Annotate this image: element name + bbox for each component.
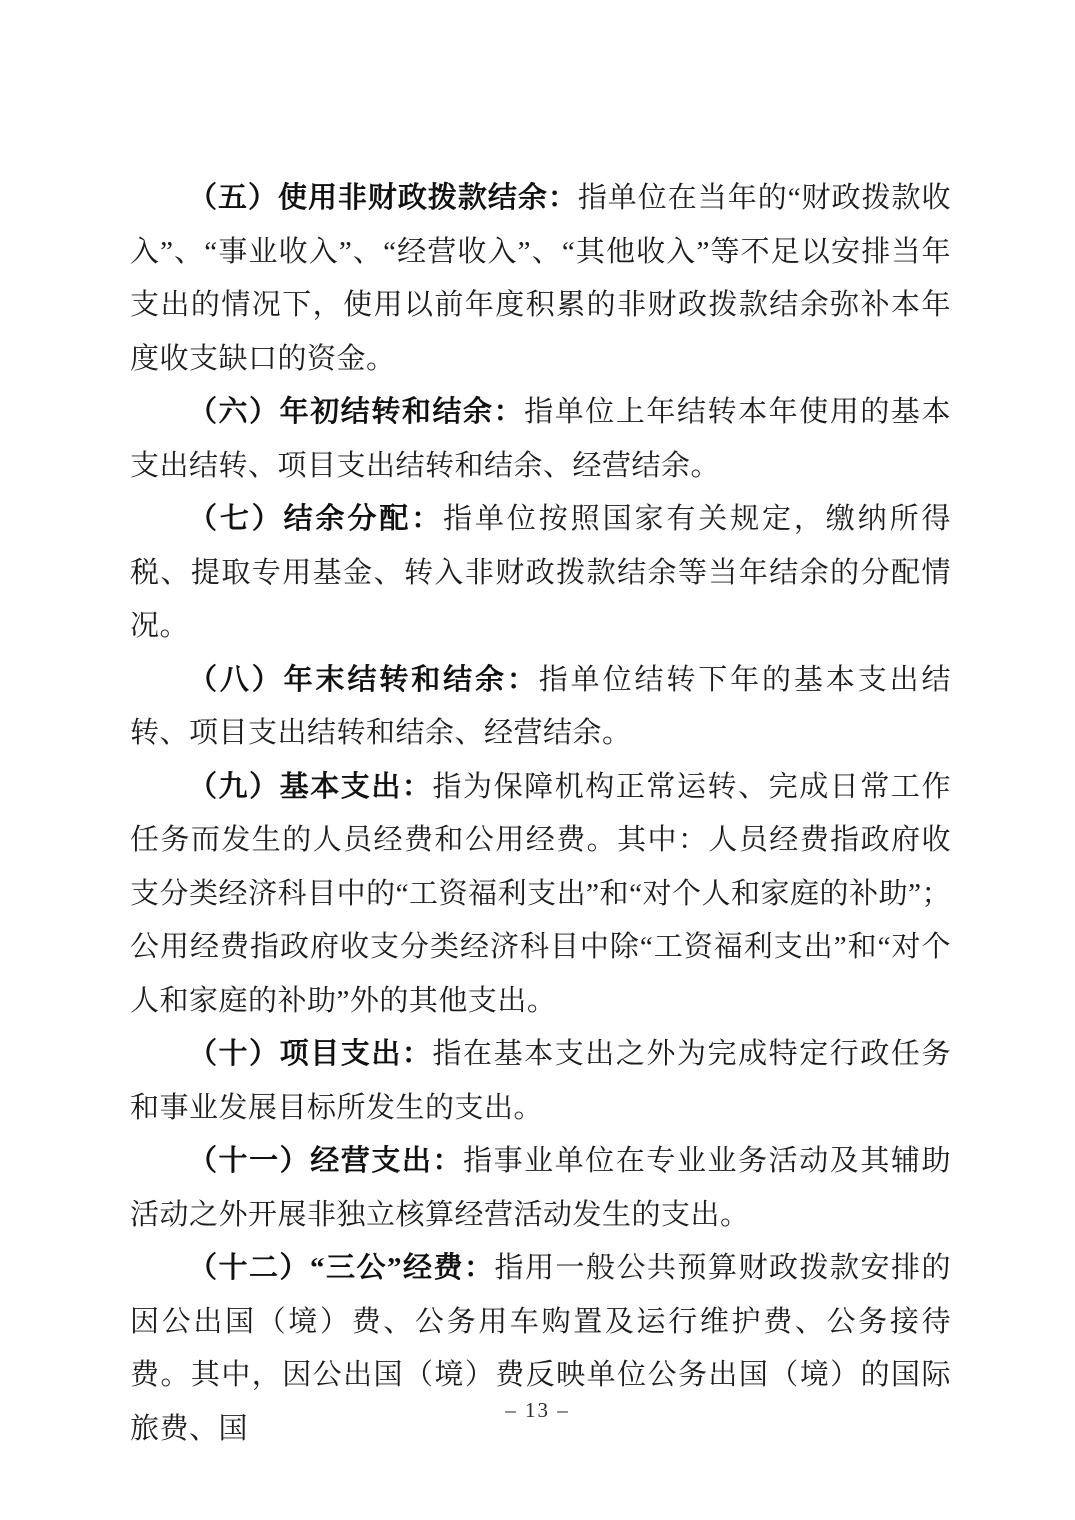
document-body (130, 172, 951, 1456)
definition-paragraph-11 (130, 1135, 951, 1242)
definition-paragraph-12 (130, 1242, 951, 1456)
paragraph-label: （十一）经营支出： (188, 1145, 464, 1177)
definition-paragraph-9 (130, 761, 951, 1029)
definition-paragraph-8 (130, 654, 951, 761)
definition-paragraph-7 (130, 493, 951, 654)
definition-paragraph-10 (130, 1028, 951, 1135)
paragraph-text: 指单位上年结转本年使用的基本支出结转、项目支出结转和结余、经营结余。 (130, 396, 951, 482)
paragraph-label: （八）年末结转和结余： (188, 663, 539, 696)
paragraph-label: （五）使用非财政拨款结余： (188, 182, 578, 214)
paragraph-label: （十）项目支出： (188, 1038, 433, 1070)
paragraph-text: 指单位在当年的“财政拨款收入”、“事业收入”、“经营收入”、“其他收入”等不足以安排当年支出的情况下，使用以前年度积累的非财政拨款结余弥补本年度收支缺口的资金。 (130, 182, 951, 375)
paragraph-text: 指单位按照国家有关规定，缴纳所得税、提取专用基金、转入非财政拨款结余等当年结余的分配情况。 (130, 503, 951, 642)
paragraph-label: （十二）“三公”经费： (188, 1252, 495, 1284)
page-number: – 13 – (505, 1398, 570, 1422)
paragraph-text: 指为保障机构正常运转、完成日常工作任务而发生的人员经费和公用经费。其中：人员经费指政府收支分类经济科目中的“工资福利支出”和“对个人和家庭的补助”；公用经费指政府收支分类经济科目中除“工资福利支出”和“对个人和家庭的补助”外的其他支出。 (130, 770, 951, 1017)
paragraph-text: 指用一般公共预算财政拨款安排的因公出国（境）费、公务用车购置及运行维护费、公务接待费。其中，因公出国（境）费反映单位公务出国（境）的国际旅费、国 (130, 1252, 951, 1445)
paragraph-label: （九）基本支出： (188, 770, 433, 803)
definition-paragraph-5 (130, 172, 951, 386)
paragraph-label: （七）结余分配： (188, 503, 444, 535)
paragraph-text: 指单位结转下年的基本支出结转、项目支出结转和结余、经营结余。 (130, 663, 951, 749)
paragraph-text: 指事业单位在专业业务活动及其辅助活动之外开展非独立核算经营活动发生的支出。 (130, 1145, 951, 1231)
definition-paragraph-6 (130, 386, 951, 493)
paragraph-label: （六）年初结转和结余： (188, 396, 525, 428)
paragraph-text: 指在基本支出之外为完成特定行政任务和事业发展目标所发生的支出。 (130, 1038, 951, 1124)
